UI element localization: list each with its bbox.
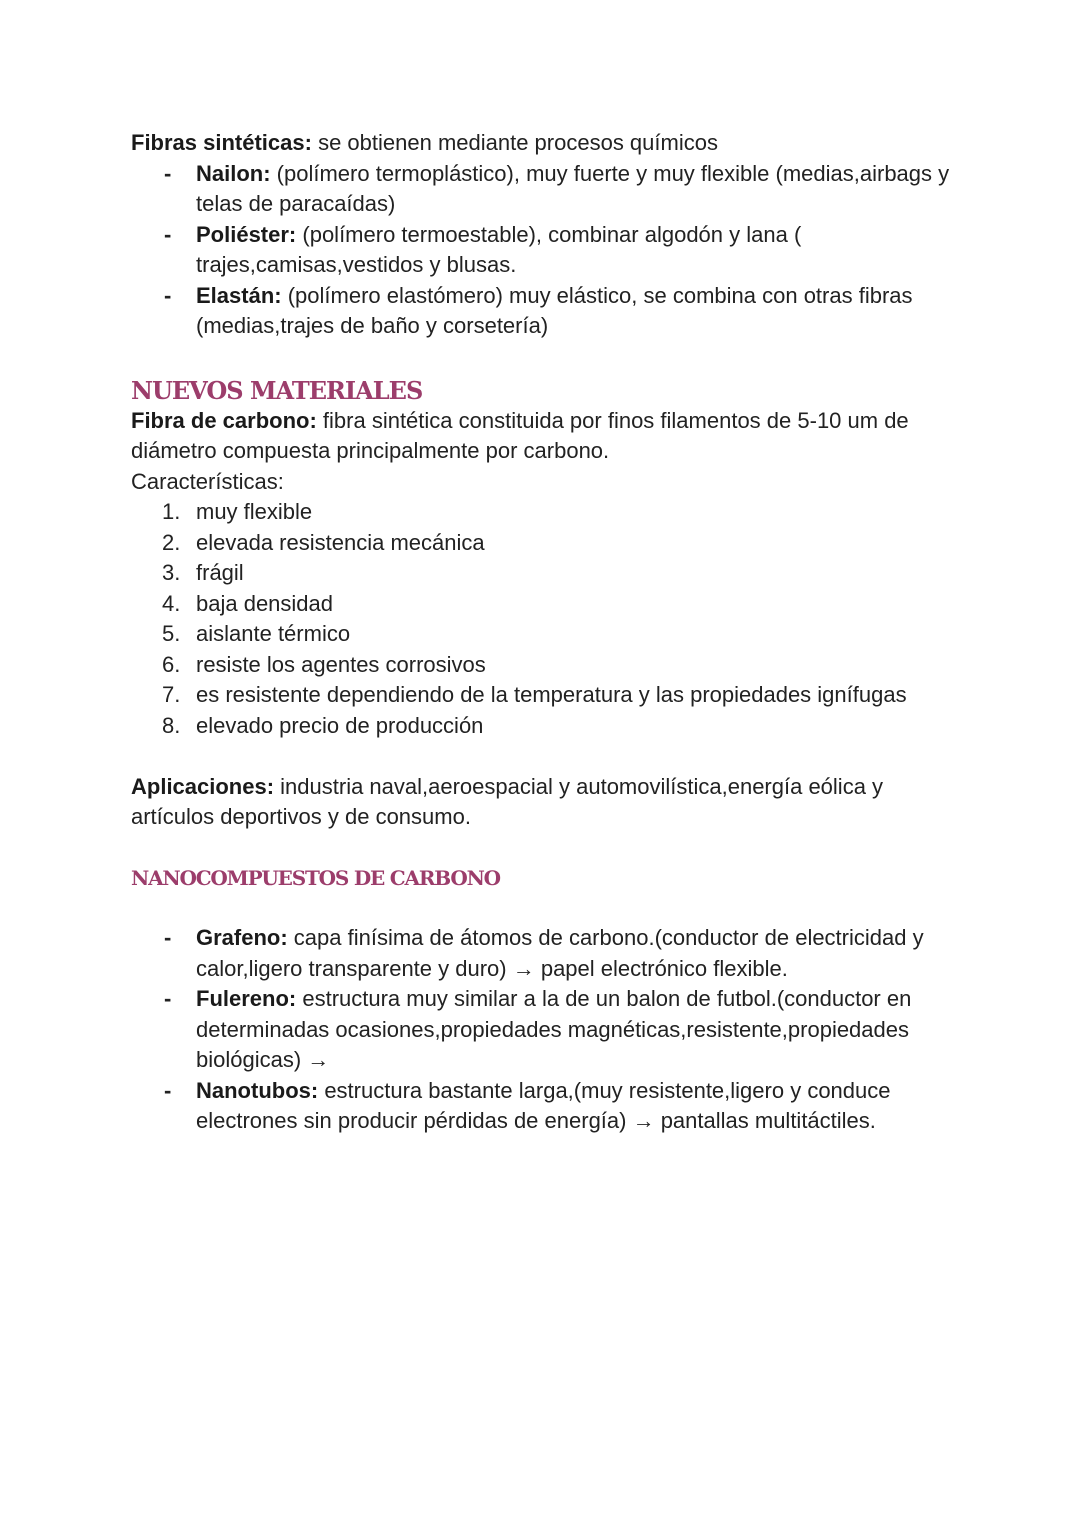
applications-label: Aplicaciones: (131, 773, 275, 799)
nanocomposites-list (131, 923, 961, 1137)
item-term: Fulereno: (196, 986, 297, 1011)
list-item (131, 589, 961, 620)
item-text: es resistente dependiendo de la temperatura y las propiedades ignífugas (196, 682, 907, 707)
item-desc: capa finísima de átomos de carbono.(conductor de electricidad y calor,ligero transparente y duro) → papel electrónico flexible. (196, 925, 924, 981)
nanocomposites-heading: NANOCOMPUESTOS DE CARBONO (131, 865, 500, 890)
list-item (131, 159, 961, 220)
item-text: frágil (196, 560, 244, 585)
item-number: 8. (162, 712, 181, 738)
spacer (131, 741, 961, 772)
list-item (131, 1076, 961, 1137)
item-number: 5. (162, 621, 181, 646)
list-item (131, 619, 961, 650)
item-text: elevado precio de producción (196, 712, 484, 738)
synthetic-fibers-text: se obtienen mediante procesos químicos (311, 130, 718, 155)
new-materials-heading: NUEVOS MATERIALES (131, 375, 423, 405)
item-desc: estructura bastante larga,(muy resistente,ligero y conduce electrones sin producir pérdidas de energía) → pantallas multitáctiles. (196, 1077, 891, 1133)
item-number: 2. (162, 529, 181, 555)
spacer (131, 893, 961, 924)
item-desc: estructura muy similar a la de un balon de futbol.(conductor en determinadas ocasiones,propiedades magnéticas,resistente,propiedades biológicas) → (196, 986, 912, 1072)
list-item (131, 984, 961, 1076)
list-item (131, 711, 961, 742)
list-item (131, 650, 961, 681)
carbon-fiber-label: Fibra de carbono: (131, 407, 317, 433)
list-item (131, 497, 961, 528)
item-number: 7. (162, 682, 181, 707)
item-text: elevada resistencia mecánica (196, 529, 485, 555)
list-item (131, 220, 961, 281)
item-text: aislante térmico (196, 621, 351, 646)
list-item (131, 680, 961, 711)
synthetic-fibers-label: Fibras sintéticas: (131, 130, 312, 155)
applications-paragraph (131, 772, 961, 833)
item-term: Poliéster: (196, 221, 297, 247)
item-term: Nanotubos: (196, 1077, 319, 1103)
list-item (131, 923, 961, 984)
features-label: Características: (131, 468, 284, 494)
item-number: 4. (162, 590, 181, 616)
item-number: 6. (162, 651, 181, 677)
synthetic-fibers-intro (131, 128, 961, 159)
item-number: 3. (162, 560, 181, 585)
item-text: muy flexible (196, 499, 313, 524)
item-text: resiste los agentes corrosivos (196, 651, 486, 677)
item-term: Grafeno: (196, 925, 288, 950)
list-item (131, 528, 961, 559)
carbon-fiber-paragraph (131, 406, 961, 467)
item-text: baja densidad (196, 590, 334, 616)
carbon-fiber-text: fibra sintética constituida por finos filamentos de 5-10 um de diámetro compuesta principalmente por carbono. (131, 407, 909, 463)
synthetic-fibers-list (131, 159, 961, 342)
document-content (131, 128, 961, 1137)
item-term: Elastán: (196, 282, 282, 308)
applications-text: industria naval,aeroespacial y automovilística,energía eólica y artículos deportivos y de consumo. (131, 773, 884, 829)
item-desc: (polímero elastómero) muy elástico, se combina con otras fibras (medias,trajes de baño y corsetería) (196, 282, 913, 338)
item-term: Nailon: (196, 160, 271, 186)
item-number: 1. (162, 499, 181, 524)
list-item (131, 281, 961, 342)
list-item (131, 558, 961, 589)
features-list (131, 497, 961, 741)
item-desc: (polímero termoplástico), muy fuerte y muy flexible (medias,airbags y telas de paracaídas) (196, 160, 950, 216)
item-desc: (polímero termoestable), combinar algodón y lana ( trajes,camisas,vestidos y blusas. (196, 221, 802, 277)
